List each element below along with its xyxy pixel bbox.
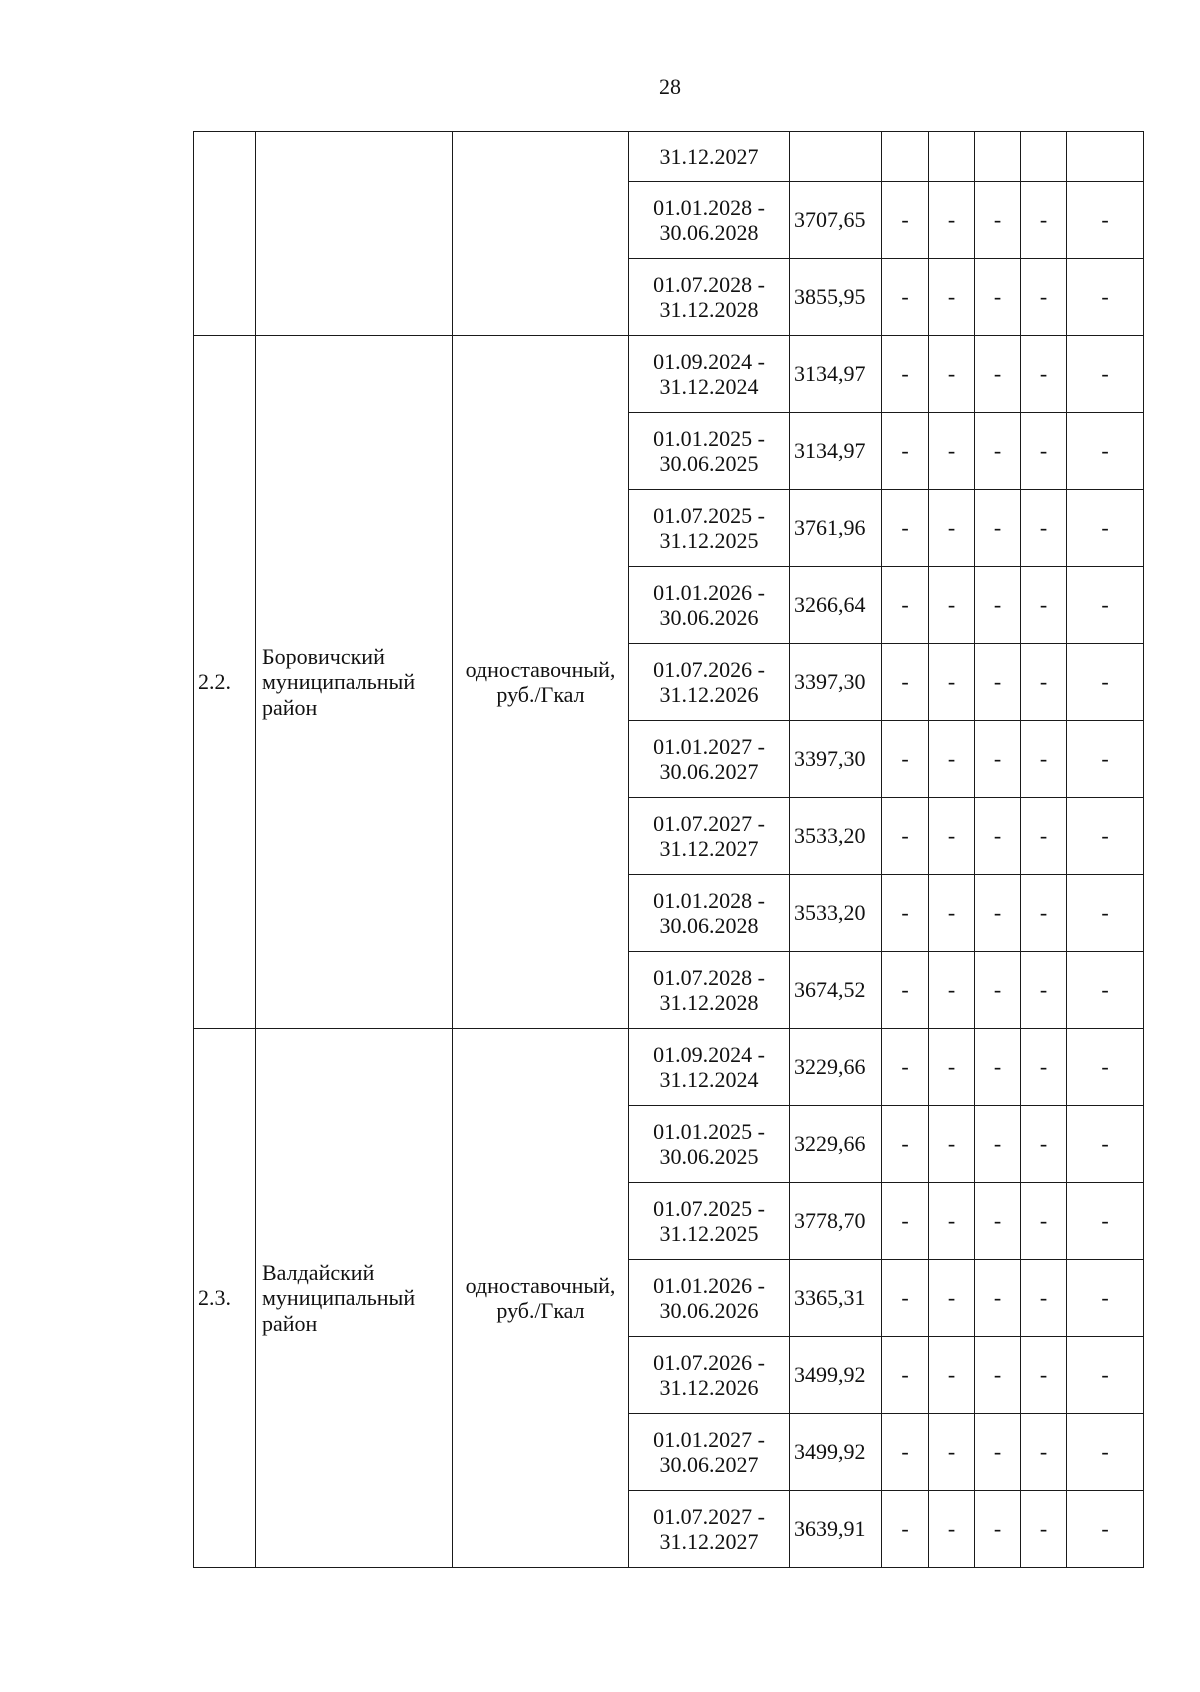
tariff-value: 3855,95	[790, 259, 882, 336]
period-cell	[629, 490, 790, 567]
tariff-value: 3499,92	[790, 1337, 882, 1414]
period-start: 01.07.2027 -	[653, 1503, 765, 1529]
dash-cell: -	[1021, 413, 1067, 490]
dash-cell: -	[975, 1337, 1021, 1414]
dash-cell: -	[975, 336, 1021, 413]
period-cell	[629, 1106, 790, 1183]
period-end: 30.06.2027	[659, 1452, 759, 1477]
period-start: 01.07.2026 -	[653, 656, 765, 682]
dash-cell: -	[882, 952, 929, 1029]
dash-cell: -	[975, 644, 1021, 721]
period-end: 31.12.2028	[659, 990, 759, 1015]
period-end: 30.06.2028	[659, 913, 759, 938]
period-start: 01.07.2028 -	[653, 964, 765, 990]
dash-cell: -	[882, 1337, 929, 1414]
dash-cell: -	[1021, 644, 1067, 721]
dash-cell: -	[1067, 1260, 1144, 1337]
dash-cell: -	[882, 182, 929, 259]
period-cell	[629, 875, 790, 952]
dash-cell: -	[1067, 1106, 1144, 1183]
tariff-value: 3639,91	[790, 1491, 882, 1568]
period-start: 01.07.2026 -	[653, 1349, 765, 1375]
period-cell	[629, 1414, 790, 1491]
dash-cell: -	[882, 413, 929, 490]
period-cell	[629, 1183, 790, 1260]
period-cell	[629, 952, 790, 1029]
table-row	[194, 132, 1144, 182]
tariff-value: 3134,97	[790, 336, 882, 413]
dash-cell: -	[975, 1106, 1021, 1183]
tariff-value: 3778,70	[790, 1183, 882, 1260]
dash-cell: -	[975, 952, 1021, 1029]
dash-cell: -	[1067, 490, 1144, 567]
period-cell	[629, 182, 790, 259]
period-cell	[629, 336, 790, 413]
group-number-cell	[194, 132, 256, 336]
dash-cell: -	[929, 182, 975, 259]
tariff-value: 3674,52	[790, 952, 882, 1029]
dash-cell: -	[1067, 1491, 1144, 1568]
dash-cell: -	[1021, 1260, 1067, 1337]
dash-cell: -	[929, 490, 975, 567]
dash-cell: -	[929, 798, 975, 875]
dash-cell: -	[882, 875, 929, 952]
period-end: 31.12.2028	[659, 297, 759, 322]
tariff-value: 3229,66	[790, 1106, 882, 1183]
period-cell	[629, 1260, 790, 1337]
page-number: 28	[659, 74, 681, 99]
tariff-type: одноставочный, руб./Гкал	[453, 336, 629, 1029]
dash-cell: -	[882, 490, 929, 567]
dash-cell: -	[929, 336, 975, 413]
period-cell	[629, 567, 790, 644]
dash-cell	[882, 132, 929, 182]
period-end: 30.06.2026	[659, 605, 759, 630]
dash-cell: -	[975, 1260, 1021, 1337]
tariff-type: одноставочный, руб./Гкал	[453, 1029, 629, 1568]
tariff-value: 3499,92	[790, 1414, 882, 1491]
period-cell	[629, 1029, 790, 1106]
tariff-value: 3533,20	[790, 875, 882, 952]
dash-cell: -	[929, 721, 975, 798]
period-end: 31.12.2025	[659, 1221, 759, 1246]
dash-cell: -	[882, 1106, 929, 1183]
dash-cell: -	[882, 1183, 929, 1260]
dash-cell	[975, 132, 1021, 182]
dash-cell: -	[929, 1260, 975, 1337]
dash-cell: -	[1021, 259, 1067, 336]
period-end: 31.12.2024	[659, 1067, 759, 1092]
dash-cell: -	[929, 1491, 975, 1568]
group-name-cell	[256, 132, 453, 336]
dash-cell: -	[1021, 336, 1067, 413]
dash-cell	[929, 132, 975, 182]
tariff-value	[790, 132, 882, 182]
dash-cell: -	[975, 798, 1021, 875]
period-cell	[629, 644, 790, 721]
period-start: 01.07.2028 -	[653, 271, 765, 297]
tariff-value: 3229,66	[790, 1029, 882, 1106]
dash-cell: -	[882, 1029, 929, 1106]
period-start: 01.01.2026 -	[653, 579, 765, 605]
dash-cell: -	[975, 875, 1021, 952]
dash-cell: -	[975, 1414, 1021, 1491]
dash-cell: -	[1021, 952, 1067, 1029]
dash-cell: -	[1021, 1337, 1067, 1414]
period-start: 01.07.2027 -	[653, 810, 765, 836]
dash-cell: -	[929, 1183, 975, 1260]
dash-cell: -	[975, 490, 1021, 567]
dash-cell: -	[975, 413, 1021, 490]
dash-cell: -	[1021, 567, 1067, 644]
dash-cell: -	[1021, 1491, 1067, 1568]
dash-cell: -	[1067, 259, 1144, 336]
period-end: 31.12.2026	[659, 1375, 759, 1400]
dash-cell: -	[1067, 567, 1144, 644]
period-end: 31.12.2026	[659, 682, 759, 707]
period-start: 01.07.2025 -	[653, 502, 765, 528]
period-cell	[629, 798, 790, 875]
period-start: 01.01.2025 -	[653, 1118, 765, 1144]
dash-cell: -	[1021, 1106, 1067, 1183]
period-cell	[629, 1491, 790, 1568]
group-number: 2.3.	[194, 1029, 256, 1568]
period-cell	[629, 132, 790, 182]
dash-cell: -	[1067, 336, 1144, 413]
dash-cell: -	[882, 1414, 929, 1491]
period-end: 30.06.2025	[659, 1144, 759, 1169]
dash-cell: -	[975, 1491, 1021, 1568]
period-end: 31.12.2024	[659, 374, 759, 399]
tariff-table	[193, 131, 1144, 1568]
period-start: 01.01.2028 -	[653, 194, 765, 220]
period-end: 31.12.2027	[659, 836, 759, 861]
dash-cell: -	[882, 259, 929, 336]
tariff-value: 3397,30	[790, 721, 882, 798]
period-end: 31.12.2027	[659, 143, 759, 169]
dash-cell: -	[882, 798, 929, 875]
dash-cell: -	[929, 875, 975, 952]
period-cell	[629, 413, 790, 490]
period-start: 01.07.2025 -	[653, 1195, 765, 1221]
dash-cell: -	[929, 1414, 975, 1491]
period-start: 01.01.2027 -	[653, 733, 765, 759]
period-end: 30.06.2027	[659, 759, 759, 784]
dash-cell: -	[1067, 1029, 1144, 1106]
dash-cell: -	[1021, 721, 1067, 798]
dash-cell: -	[1021, 1029, 1067, 1106]
dash-cell	[1067, 132, 1144, 182]
tariff-value: 3707,65	[790, 182, 882, 259]
period-end: 30.06.2025	[659, 451, 759, 476]
tariff-value: 3397,30	[790, 644, 882, 721]
table-row	[194, 336, 1144, 413]
dash-cell: -	[975, 721, 1021, 798]
period-start: 01.09.2024 -	[653, 1041, 765, 1067]
dash-cell: -	[882, 567, 929, 644]
tariff-type-cell	[453, 132, 629, 336]
dash-cell: -	[1067, 721, 1144, 798]
dash-cell: -	[975, 182, 1021, 259]
dash-cell: -	[929, 1029, 975, 1106]
dash-cell: -	[1067, 1337, 1144, 1414]
period-cell	[629, 1337, 790, 1414]
period-start: 01.01.2025 -	[653, 425, 765, 451]
period-start: 01.09.2024 -	[653, 348, 765, 374]
dash-cell: -	[1067, 1183, 1144, 1260]
period-cell	[629, 259, 790, 336]
dash-cell: -	[929, 413, 975, 490]
dash-cell: -	[1021, 1183, 1067, 1260]
period-end: 31.12.2027	[659, 1529, 759, 1554]
dash-cell	[1021, 132, 1067, 182]
dash-cell: -	[1067, 413, 1144, 490]
tariff-value: 3761,96	[790, 490, 882, 567]
dash-cell: -	[882, 1260, 929, 1337]
dash-cell: -	[882, 644, 929, 721]
dash-cell: -	[1067, 952, 1144, 1029]
dash-cell: -	[1021, 490, 1067, 567]
dash-cell: -	[929, 644, 975, 721]
dash-cell: -	[975, 1029, 1021, 1106]
dash-cell: -	[1021, 1414, 1067, 1491]
dash-cell: -	[882, 336, 929, 413]
group-name: Боровичский муниципальный район	[256, 336, 453, 1029]
dash-cell: -	[1067, 1414, 1144, 1491]
tariff-value: 3266,64	[790, 567, 882, 644]
dash-cell: -	[1067, 644, 1144, 721]
dash-cell: -	[1021, 875, 1067, 952]
dash-cell: -	[929, 952, 975, 1029]
dash-cell: -	[1067, 875, 1144, 952]
dash-cell: -	[929, 567, 975, 644]
dash-cell: -	[929, 259, 975, 336]
tariff-value: 3365,31	[790, 1260, 882, 1337]
dash-cell: -	[975, 567, 1021, 644]
table-row	[194, 1029, 1144, 1106]
group-name: Валдайский муниципальный район	[256, 1029, 453, 1568]
period-cell	[629, 721, 790, 798]
dash-cell: -	[1067, 798, 1144, 875]
period-end: 31.12.2025	[659, 528, 759, 553]
dash-cell: -	[975, 1183, 1021, 1260]
dash-cell: -	[1067, 182, 1144, 259]
dash-cell: -	[929, 1106, 975, 1183]
period-start: 01.01.2026 -	[653, 1272, 765, 1298]
period-end: 30.06.2028	[659, 220, 759, 245]
group-number: 2.2.	[194, 336, 256, 1029]
dash-cell: -	[1021, 798, 1067, 875]
dash-cell: -	[929, 1337, 975, 1414]
dash-cell: -	[1021, 182, 1067, 259]
period-start: 01.01.2027 -	[653, 1426, 765, 1452]
period-end: 30.06.2026	[659, 1298, 759, 1323]
dash-cell: -	[882, 1491, 929, 1568]
dash-cell: -	[882, 721, 929, 798]
table-body	[194, 132, 1144, 1568]
tariff-value: 3134,97	[790, 413, 882, 490]
dash-cell: -	[975, 259, 1021, 336]
tariff-value: 3533,20	[790, 798, 882, 875]
period-start: 01.01.2028 -	[653, 887, 765, 913]
